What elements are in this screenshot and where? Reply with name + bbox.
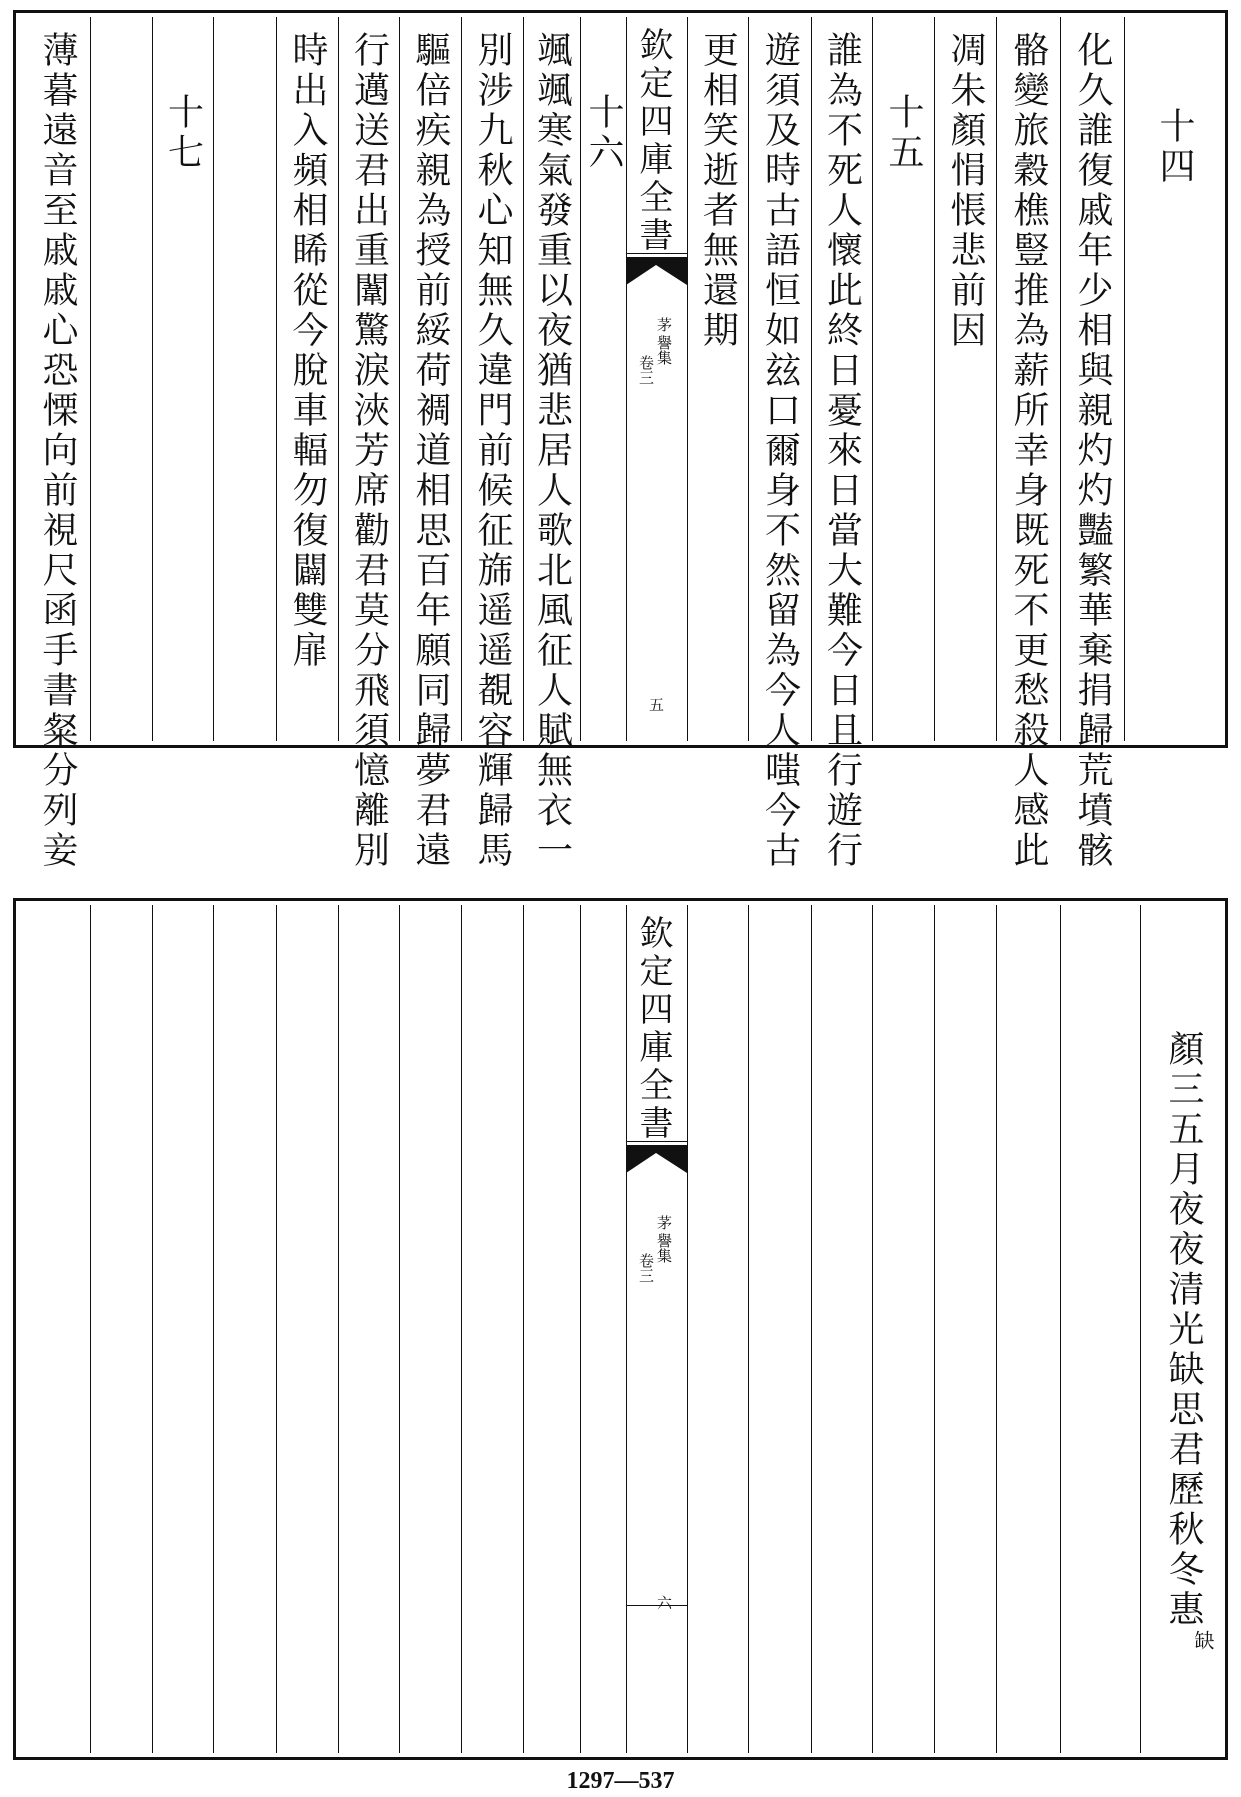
column-text: 薄暮遠音至戚戚心恐慄向前視尺函手書粲分列妾 [37,31,78,871]
column-rule [338,905,339,1753]
column-text: 誰為不死人懷此終日憂來日當大難今日且行遊行 [821,31,863,871]
column-rule [1060,905,1061,1753]
column-title-16 [580,17,626,741]
column-rule [580,905,581,1753]
header-divider [626,1141,687,1142]
column-rule [934,905,935,1753]
column-title-14 [1124,17,1224,741]
section-number: 十六 [583,93,624,173]
book-header: 欽定四庫全書 [633,27,673,255]
column-rule [276,905,277,1753]
fish-tail-sub: 譽集 [655,1233,673,1263]
column-text: 颯颯寒氣發重以夜猶悲居人歌北風征人賦無衣一 [531,31,573,871]
column-rule [811,905,812,1753]
text-column [523,17,580,871]
column-text: 遊須及時古語恒如玆口爾身不然留為今人嗤今古 [759,31,801,871]
fish-tail-title: 茅 [655,317,673,332]
column-text: 時出入頻相睎從今脫車輻勿復闢雙扉 [287,31,328,671]
fish-tail-sub: 譽集 [655,335,673,365]
column-title-17 [152,17,213,741]
text-column [996,17,1060,871]
column-title-15 [872,17,934,741]
book-header: 欽定四庫全書 [633,915,673,1143]
center-fold-column [626,905,687,1753]
column-rule [996,905,997,1753]
column-rule [461,905,462,1753]
text-column [1060,17,1124,871]
section-number: 十四 [1154,107,1195,187]
text-column [934,17,996,741]
lacuna-note: 缺 [1191,1630,1215,1654]
column-text: 驅倍疾親為授前綏荷裯道相思百年願同歸夢君遠 [410,31,451,871]
text-column [24,17,90,871]
text-column [748,17,811,871]
column-rule [90,905,91,1753]
bottom-page-inner-frame [20,905,1221,1753]
page-number: 六 [655,1595,673,1610]
column-rule [152,905,153,1753]
column-text: 凋朱顏悁悵悲前因 [945,31,986,351]
section-number: 十七 [162,93,204,173]
column-text: 行邁送君出重闈驚淚浹芳席勸君莫分飛須憶離別 [348,31,390,871]
section-number: 十五 [883,93,924,173]
column-rule [523,905,524,1753]
text-column [687,17,748,741]
center-fold-column [626,17,687,741]
footer-page-ref: 1297—537 [566,1768,675,1794]
fish-tail-mark [626,257,687,287]
column-text: 化久誰復戚年少相與親灼灼豔繁華棄捐歸荒墳骸 [1072,31,1113,871]
blank-column [90,17,152,741]
column-rule [687,905,688,1753]
text-column [338,17,399,871]
bottom-page-frame [13,898,1228,1760]
volume-label: 卷三 [637,1253,655,1283]
text-column [276,17,338,741]
column-rule [748,905,749,1753]
column-rule [872,905,873,1753]
column-rule [399,905,400,1753]
fish-tail-mark [626,1145,687,1175]
page-number: 五 [647,697,665,712]
text-column [811,17,872,871]
top-page-inner-frame [20,17,1221,871]
text-column [461,17,523,871]
column-text: 骼變旅穀樵豎推為薪所幸身既死不更愁殺人感此 [1008,31,1049,871]
volume-label: 卷三 [637,355,655,385]
text-column [1140,905,1226,1753]
column-text: 別涉九秋心知無久違門前候征旆遥遥覩容輝歸馬 [472,31,513,871]
header-divider [626,253,687,254]
column-rule [213,905,214,1753]
fish-tail-title: 茅 [655,1215,673,1230]
column-rule [213,17,214,741]
column-text: 更相笑逝者無還期 [697,31,739,351]
top-page-frame [13,10,1228,871]
text-column [399,17,461,871]
column-text: 顏三五月夜夜清光缺思君歷秋冬惠 [1163,1030,1204,1630]
